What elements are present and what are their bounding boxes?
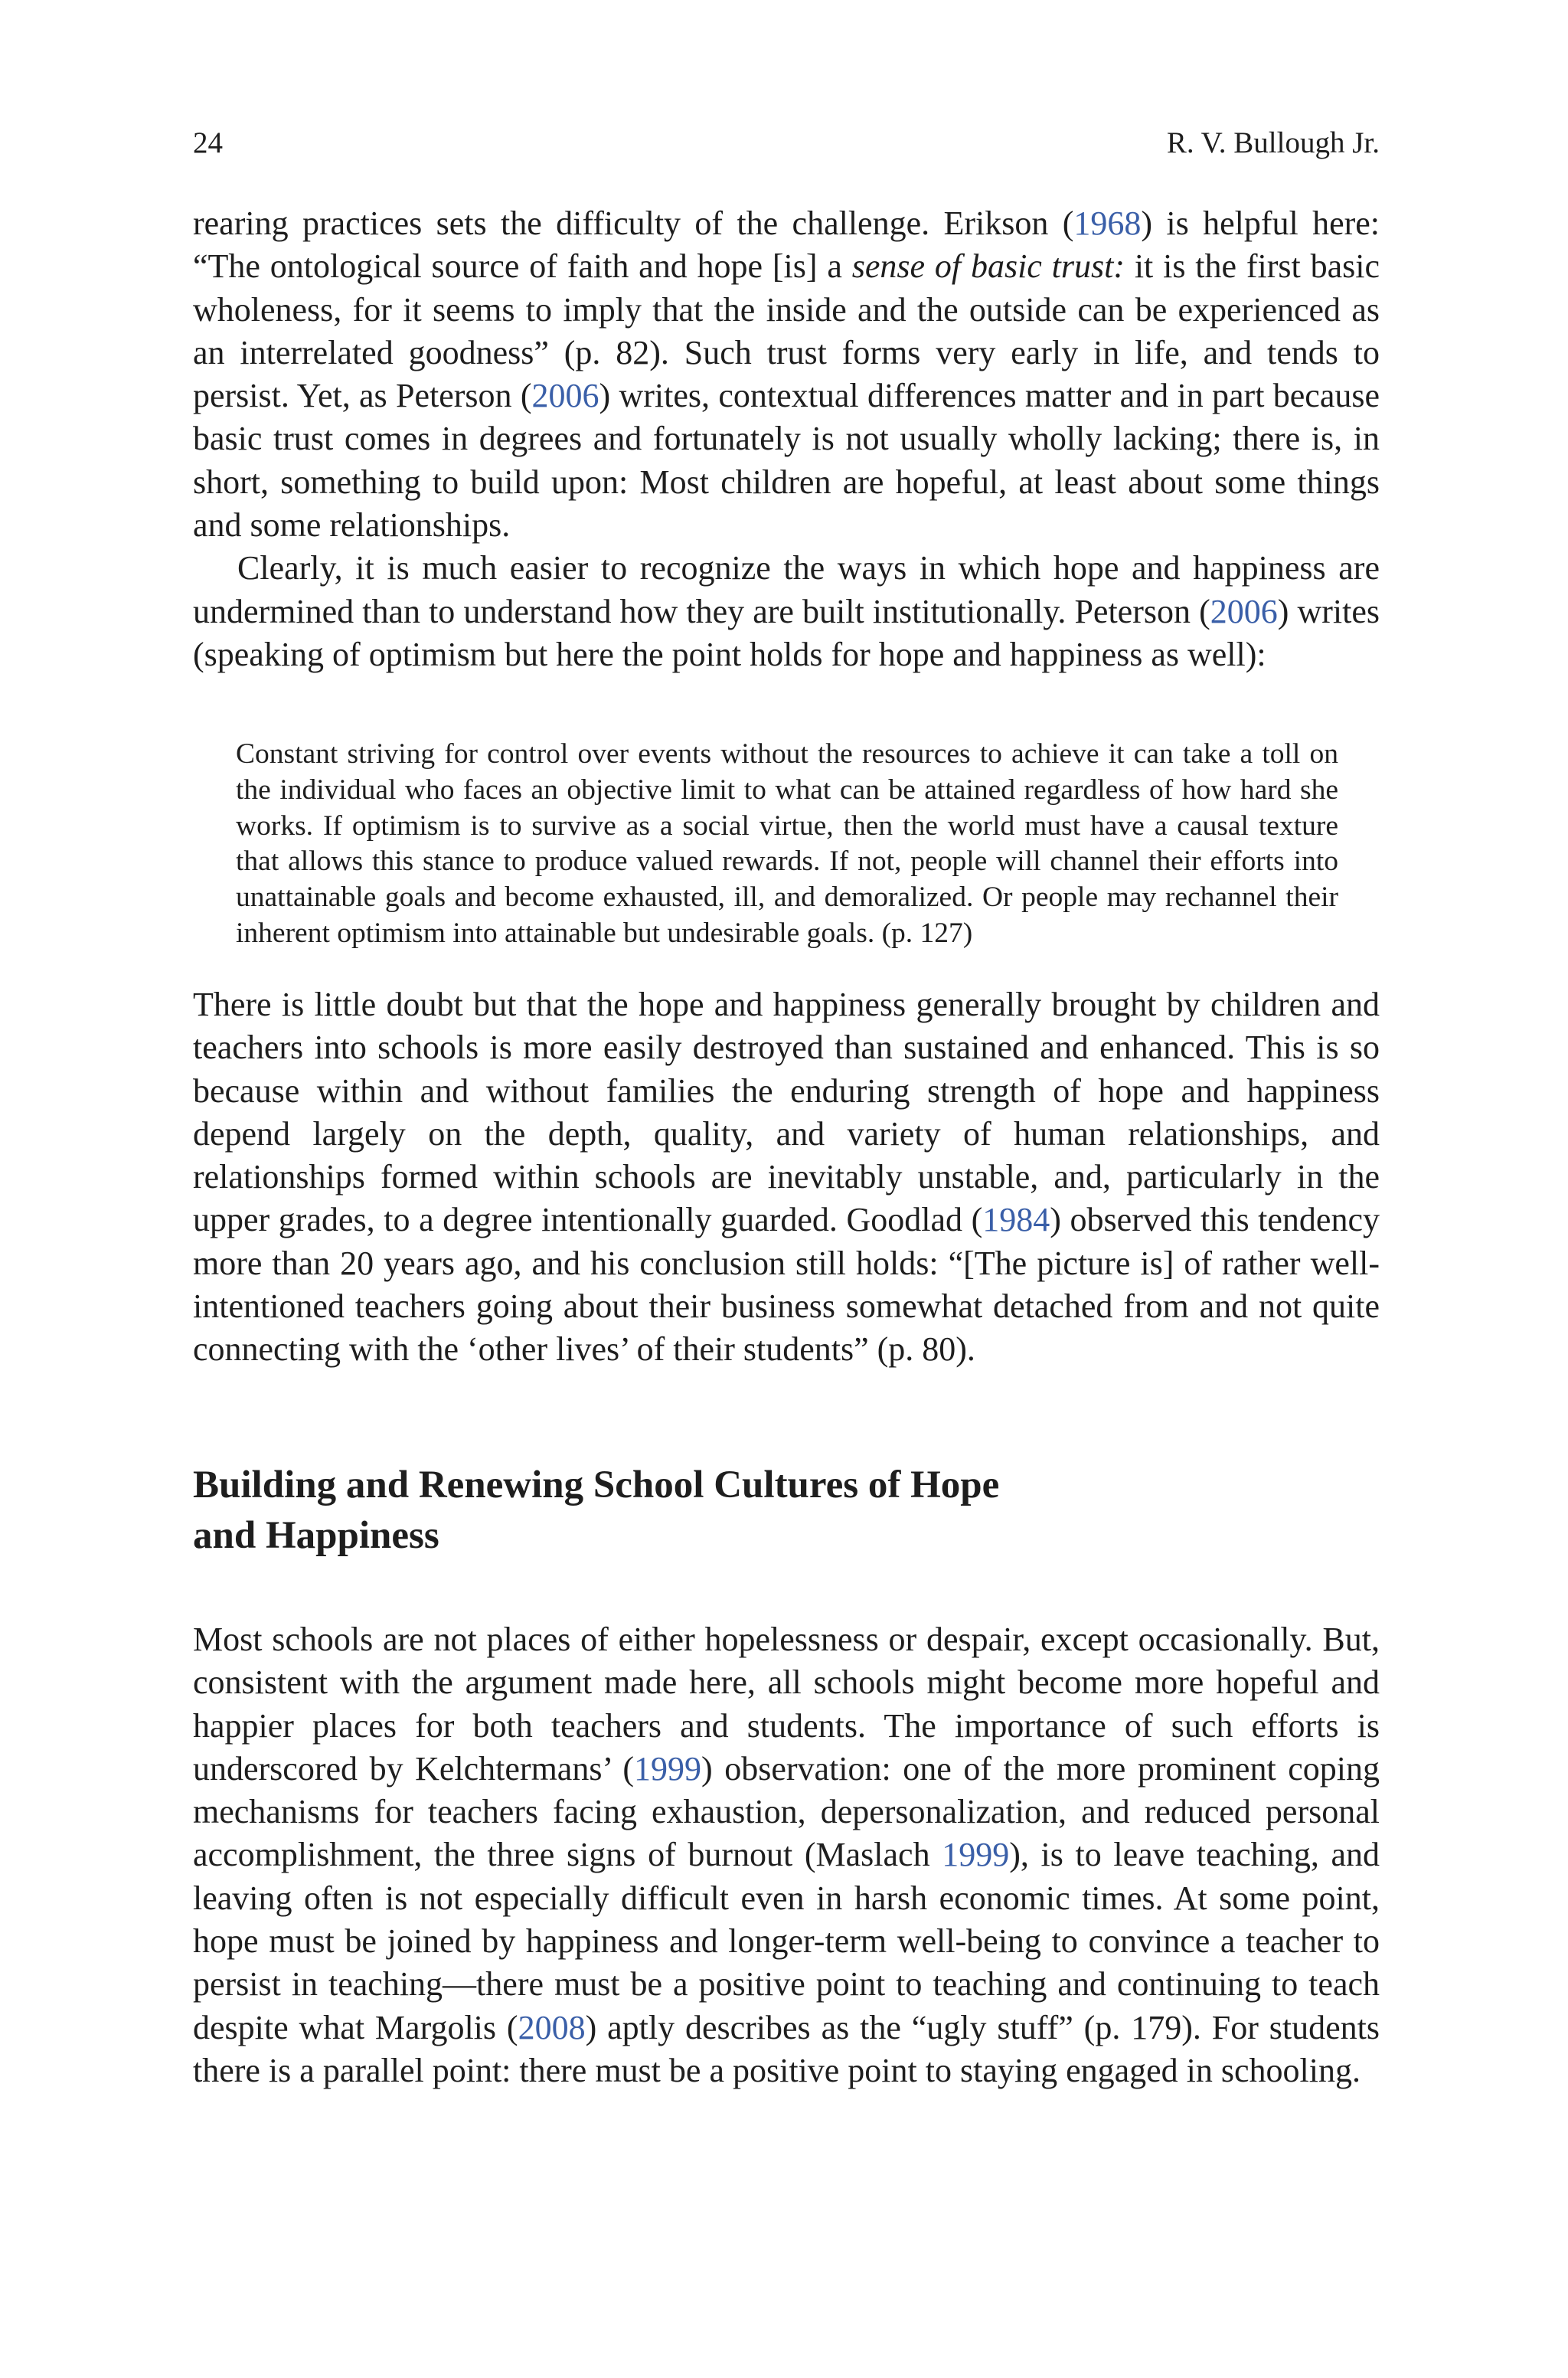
emphasis-basic-trust: sense of basic trust: — [851, 247, 1125, 286]
section-heading-line-2: and Happiness — [193, 1514, 439, 1557]
paragraph-kelchtermans: Most schools are not places of either hopelessness or despair, except occasionally. But, consistent with the argument made here, all schools might become more hopeful and happier places for both teachers and students. The importance of such efforts is underscored by Kelchtermans’ (1999) observation: one of the more prominent coping mechanisms for teachers facing exhaustion, depersonalization, and reduced personal accomplishment, the three signs of burnout (Maslach 1999), is to leave teaching, and leaving often is not especially difficult even in harsh economic times. At some point, hope must be joined by happiness and longer-term well-being to convince a teacher to persist in teaching—there must be a positive point to teaching and continuing to teach despite what Margolis (2008) aptly describes as the “ugly stuff” (p. 179). For students there is a parallel point: there must be a positive point to staying engaged in schooling. — [193, 1621, 1380, 2089]
paragraph-erikson: rearing practices sets the difficulty of the challenge. Erikson (1968) is helpful here: “The ontological source of faith and hope [is] a sense of basic trust: it is the first basic wholeness, for it seems to imply that the inside and the outside can be experienced as an interrelated goodness” (p. 82). Such trust forms very early in life, and tends to persist. Yet, as Peterson (2006) writes, contextual differences matter and in part because basic trust comes in degrees and fortunately is not usually wholly lacking; there is, in short, something to build upon: Most children are hopeful, at least about some things and some relationships. — [193, 204, 1380, 545]
citation-erikson-1968[interactable]: 1968 — [1073, 204, 1142, 242]
page-number: 24 — [193, 126, 223, 159]
citation-kelchtermans-1999[interactable]: 1999 — [634, 1749, 702, 1788]
citation-peterson-2006-b[interactable]: 2006 — [1210, 592, 1278, 630]
citation-goodlad-1984[interactable]: 1984 — [982, 1201, 1050, 1239]
body-text-middle — [193, 983, 1380, 1372]
body-text-top — [193, 202, 1380, 676]
section-heading — [193, 1460, 1341, 1561]
citation-peterson-2006[interactable]: 2006 — [531, 377, 599, 415]
citation-maslach-1999[interactable]: 1999 — [942, 1836, 1010, 1874]
section-heading-line-1: Building and Renewing School Cultures of Hope — [193, 1464, 1000, 1506]
body-text-bottom — [193, 1618, 1380, 2092]
paragraph-peterson: Clearly, it is much easier to recognize the ways in which hope and happiness are undermined than to understand how they are built institutionally. Peterson (2006) writes (speaking of optimism but here the point holds for hope and happiness as well): — [193, 549, 1380, 673]
block-quote: Constant striving for control over events without the resources to achieve it can take a toll on the individual who faces an objective limit to what can be attained regardless of how hard she works. If optimism is to survive as a social virtue, then the world must have a causal texture that allows this stance to produce valued rewards. If not, people will channel their efforts into unattainable goals and become exhausted, ill, and demoralized. Or people may rechannel their inherent optimism into attainable but undesirable goals. (p. 127) — [236, 738, 1338, 949]
paragraph-goodlad: There is little doubt but that the hope and happiness generally brought by children and teachers into schools is more easily destroyed than sustained and enhanced. This is so because within and without families the enduring strength of hope and happiness depend largely on the depth, quality, and variety of human relationships, and relationships formed within schools are inevitably unstable, and, particularly in the upper grades, to a degree intentionally guarded. Goodlad (1984) observed this tendency more than 20 years ago, and his conclusion still holds: “[The picture is] of rather well-intentioned teachers going about their business somewhat detached from and not quite connecting with the ‘other lives’ of their students” (p. 80). — [193, 986, 1380, 1369]
running-header — [193, 124, 1380, 162]
running-head-author: R. V. Bullough Jr. — [1166, 126, 1380, 159]
citation-margolis-2008[interactable]: 2008 — [518, 2008, 586, 2046]
